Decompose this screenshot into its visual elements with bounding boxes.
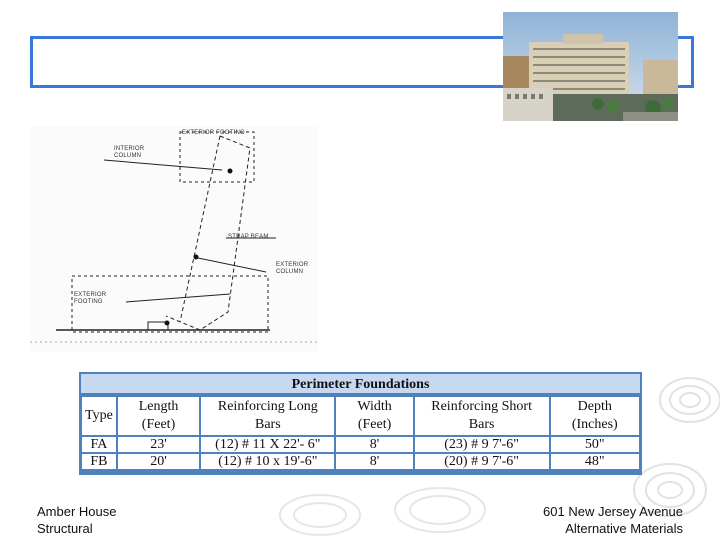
footer-project-name: Amber House bbox=[37, 504, 117, 519]
building-photo bbox=[503, 12, 678, 121]
cell-short-bars: (20) # 9 7'-6" bbox=[415, 454, 549, 469]
cell-width: 8' bbox=[336, 437, 412, 452]
footer-address: 601 New Jersey Avenue bbox=[543, 504, 683, 519]
header-type: Type bbox=[82, 397, 116, 435]
footer-discipline: Structural bbox=[37, 521, 93, 536]
header-depth: Depth (Inches) bbox=[551, 397, 639, 435]
cell-depth: 50" bbox=[551, 437, 639, 452]
strap-beam-label: STRAP BEAM bbox=[228, 234, 269, 240]
header-length: Length (Feet) bbox=[118, 397, 199, 435]
header-width: Width (Feet) bbox=[336, 397, 412, 435]
cell-depth: 48" bbox=[551, 454, 639, 469]
strap-footing-diagram bbox=[30, 126, 318, 352]
foundations-grid bbox=[80, 395, 641, 471]
header-long-bars: Reinforcing Long Bars bbox=[201, 397, 334, 435]
exterior-column-label: EXTERIOR COLUMN bbox=[276, 262, 309, 275]
table-row bbox=[82, 454, 639, 469]
cell-long-bars: (12) # 10 x 19'-6" bbox=[201, 454, 334, 469]
strap-beam-outline bbox=[166, 136, 250, 330]
cell-type: FA bbox=[82, 437, 116, 452]
interior-column-label: INTERIOR COLUMN bbox=[114, 146, 145, 159]
exterior-footing-bottom-label: EXTERIOR FOOTING bbox=[74, 292, 107, 305]
cell-length: 23' bbox=[118, 437, 199, 452]
cell-width: 8' bbox=[336, 454, 412, 469]
footer-left bbox=[37, 503, 116, 537]
header-short-bars: Reinforcing Short Bars bbox=[415, 397, 549, 435]
footer-right bbox=[543, 503, 683, 537]
decorative-swirl-bottom bbox=[250, 470, 510, 540]
exterior-footing-top-label: EXTERIOR FOOTING bbox=[182, 130, 245, 136]
perimeter-foundations-table bbox=[79, 372, 642, 475]
cell-type: FB bbox=[82, 454, 116, 469]
top-footing-outline bbox=[180, 132, 254, 182]
table-header-row bbox=[82, 397, 639, 435]
cell-length: 20' bbox=[118, 454, 199, 469]
table-row bbox=[82, 437, 639, 452]
footer-topic: Alternative Materials bbox=[565, 521, 683, 536]
cell-short-bars: (23) # 9 7'-6" bbox=[415, 437, 549, 452]
cell-long-bars: (12) # 11 X 22'- 6" bbox=[201, 437, 334, 452]
table-title: Perimeter Foundations bbox=[80, 373, 641, 394]
